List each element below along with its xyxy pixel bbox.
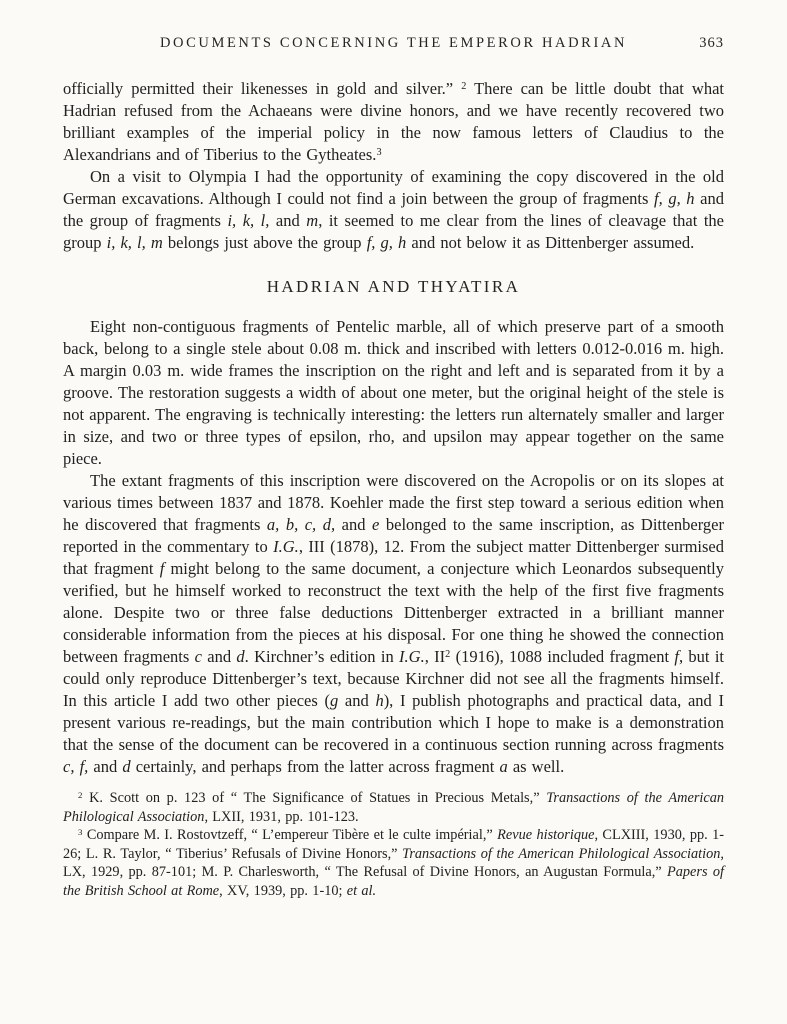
section-heading: HADRIAN AND THYATIRA xyxy=(266,277,521,296)
page-header xyxy=(63,34,724,52)
body-paragraph-3: Eight non-contiguous fragments of Pentelic marble, all of which preserve part of a smooth back, belong to a single stele about 0.08 m. thick and inscribed with letters 0.012-0.016 m. high. A margin 0.03 m. wide frames the inscription on the right and left and is separated from it by a groove. The restoration suggests a width of about one meter, but the original height of the stele is not apparent. The engraving is technically interesting: the letters run alternately smaller and larger in size, and two or three types of epsilon, rho, and upsilon may appear together on the same piece. xyxy=(63,317,724,468)
body-paragraph-1: officially permitted their likenesses in gold and silver.” $^2$ There can be little doubt that what Hadrian refused from the Achaeans were divine honors, and we have recently recovered two brilliant examples of the imperial policy in the now famous letters of Claudius to the Alexandrians and of Tiberius to the Gytheates.$^3$ xyxy=(63,79,725,164)
footnotes-section xyxy=(63,789,724,901)
page-number: 363 xyxy=(699,35,724,51)
body-paragraph-4: The extant fragments of this inscription were discovered on the Acropolis or on its slopes at various times between 1837 and 1878. Koehler made the first step toward a serious edition when he discovered that fragments a, b, c, d, and e belonged to the same inscription, as Dittenberger reported in the commentary to I.G., III (1878), 12. From the subject matter Dittenberger surmised that fragment f might belong to the same document, a conjecture which Leonardos subsequently verified, but he himself worked to reconstruct the text with the help of the first five fragments alone. Despite two or three false deductions Dittenberger extracted in a brilliant manner considerable information from the pieces at his disposal. For one thing he showed the connection between fragments c and d. Kirchner’s edition in I.G., $II^2$ (1916), 1088 included fragment f, but it could only reproduce Dittenberger’s text, because Kirchner did not see all the fragments himself. In this article I add two other pieces (g and h), I publish photographs and practical data, and I present various re-readings, but the main contribution which I hope to make is a demonstration that the sense of the document can be recovered in a continuous section running across fragments c, f, and d certainly, and perhaps from the latter across fragment a as well. xyxy=(63,471,725,776)
body-paragraph-2: On a visit to Olympia I had the opportunity of examining the copy discovered in the old German excavations. Although I could not find a join between the group of fragments f, g, h and the group of fragments i, k, l, and m, it seemed to me clear from the lines of cleavage that the group i, k, l, m belongs just above the group f, g, h and not below it as Dittenberger assumed. xyxy=(63,167,724,252)
footnote-3: $^3$ Compare M. I. Rostovtzeff, “ L’empereur Tibère et le culte impérial,” Revue historique, CLXIII, 1930, pp. 1-26; L. R. Taylor, “ Tiberius’ Refusals of Divine Honors,” Transactions of the American Philological Association, LX, 1929, pp. 87-101; M. P. Charlesworth, “ The Refusal of Divine Honors, an Augustan Formula,” Papers of the British School at Rome, XV, 1939, pp. 1-10; et al. xyxy=(63,827,724,899)
footnote-2: $^2$ K. Scott on p. 123 of “ The Significance of Statues in Precious Metals,” Transactions of the American Philological Association, LXII, 1931, pp. 101-123. xyxy=(63,790,725,825)
page-body xyxy=(63,78,724,778)
running-title: DOCUMENTS CONCERNING THE EMPEROR HADRIAN xyxy=(159,35,628,51)
